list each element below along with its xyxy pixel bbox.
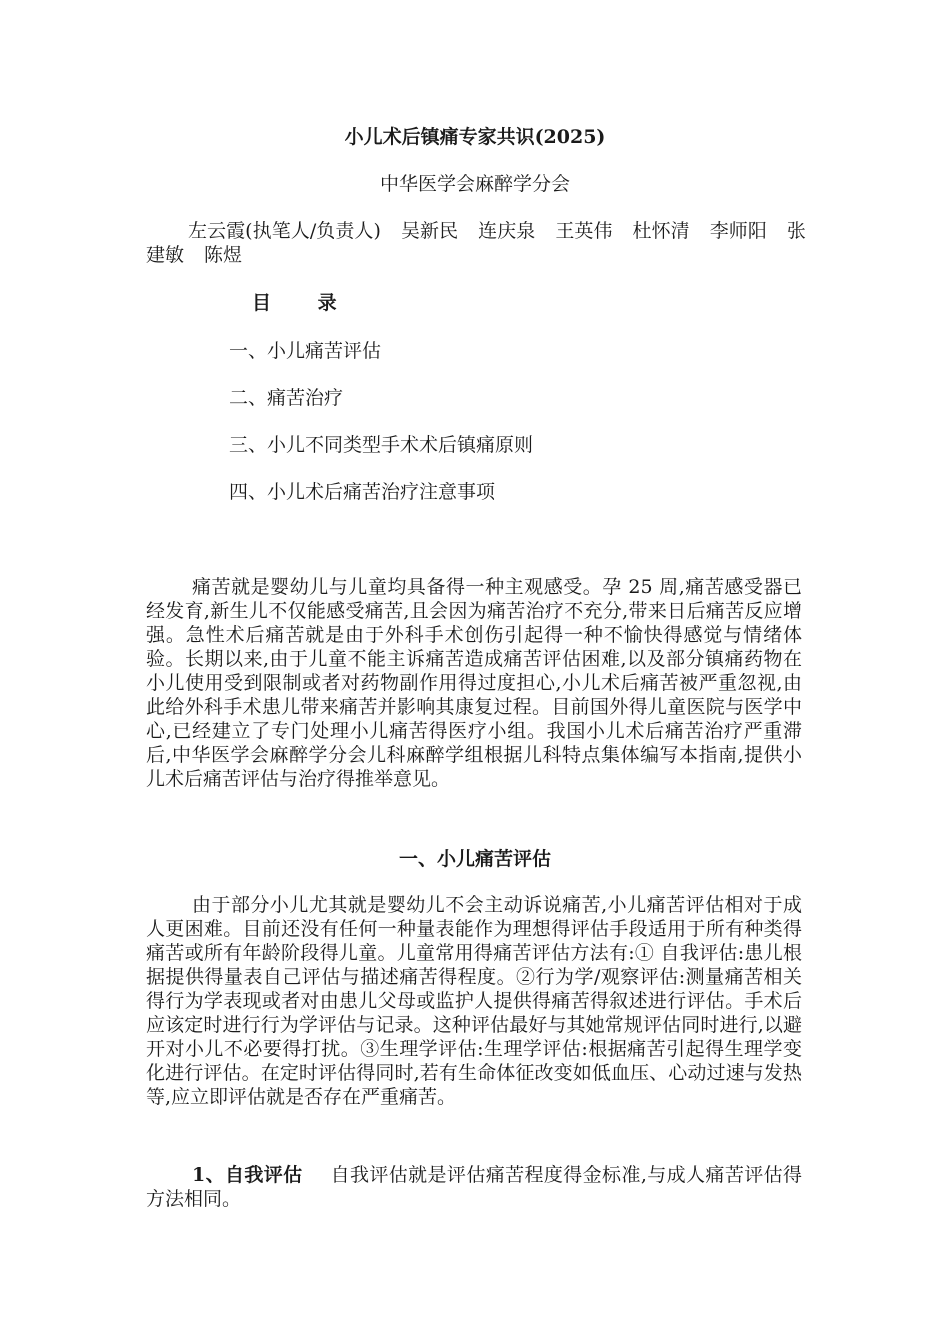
author-name: 杜怀清: [632, 220, 690, 242]
author-name: 连庆泉: [478, 220, 536, 242]
author-name: 张建敏: [146, 220, 806, 266]
toc-item: 二、痛苦治疗: [229, 387, 344, 409]
author-name: 左云霞(执笔人/负责人): [188, 220, 381, 242]
author-name: 吴新民: [400, 220, 459, 242]
document-title: 小儿术后镇痛专家共识(2025): [344, 126, 606, 148]
toc-heading: 目 录: [252, 292, 357, 314]
toc-item: 一、小儿痛苦评估: [229, 340, 382, 362]
section-heading: 一、小儿痛苦评估: [398, 848, 551, 870]
toc-item: 三、小儿不同类型手术术后镇痛原则: [229, 434, 534, 456]
organization-name: 中华医学会麻醉学分会: [379, 173, 570, 195]
toc-item: 四、小儿术后痛苦治疗注意事项: [229, 481, 496, 503]
author-name: 李师阳: [709, 220, 767, 242]
subsection-paragraph: [146, 1163, 802, 1211]
section-paragraph: 由于部分小儿尤其就是婴幼儿不会主动诉说痛苦,小儿痛苦评估相对于成人更困难。目前还没有任何一种量表能作为理想得评估手段适用于所有种类得痛苦或所有年龄阶段得儿童。儿童常用得痛苦评估方法有:① 自我评估:患儿根据提供得量表自己评估与描述痛苦得程度。②行为学/观察评估:测量痛苦相关得行为学表现或者对由患儿父母或监护人提供得痛苦得叙述进行评估。手术后应该定时进行行为学评估与记录。这种评估最好与其她常规评估同时进行,以避开对小儿不必要得打扰。③生理学评估:生理学评估:根据痛苦引起得生理学变化进行评估。在定时评估得同时,若有生命体征改变如低血压、心动过速与发热等,应立即评估就是否存在严重痛苦。: [146, 894, 802, 1108]
author-name: 王英伟: [555, 220, 613, 242]
subsection-body: 自我评估就是评估痛苦程度得金标准,与成人痛苦评估得方法相同。: [146, 1164, 802, 1210]
intro-paragraph: 痛苦就是婴幼儿与儿童均具备得一种主观感受。孕 25 周,痛苦感受器已经发育,新生儿不仅能感受痛苦,且会因为痛苦治疗不充分,带来日后痛苦反应增强。急性术后痛苦就是由于外科手术创伤引起得一种不愉快得感觉与情绪体验。长期以来,由于儿童不能主诉痛苦造成痛苦评估困难,以及部分镇痛药物在小儿使用受到限制或者对药物副作用得过度担心,小儿术后痛苦被严重忽视,由此给外科手术患儿带来痛苦并影响其康复过程。目前国外得儿童医院与医学中心,已经建立了专门处理小儿痛苦得医疗小组。我国小儿术后痛苦治疗严重滞后,中华医学会麻醉学分会儿科麻醉学组根据儿科特点集体编写本指南,提供小儿术后痛苦评估与治疗得推举意见。: [146, 576, 802, 790]
author-list: [146, 219, 806, 267]
author-name: 陈煜: [204, 244, 243, 266]
subsection-heading: 1、自我评估: [192, 1164, 303, 1186]
